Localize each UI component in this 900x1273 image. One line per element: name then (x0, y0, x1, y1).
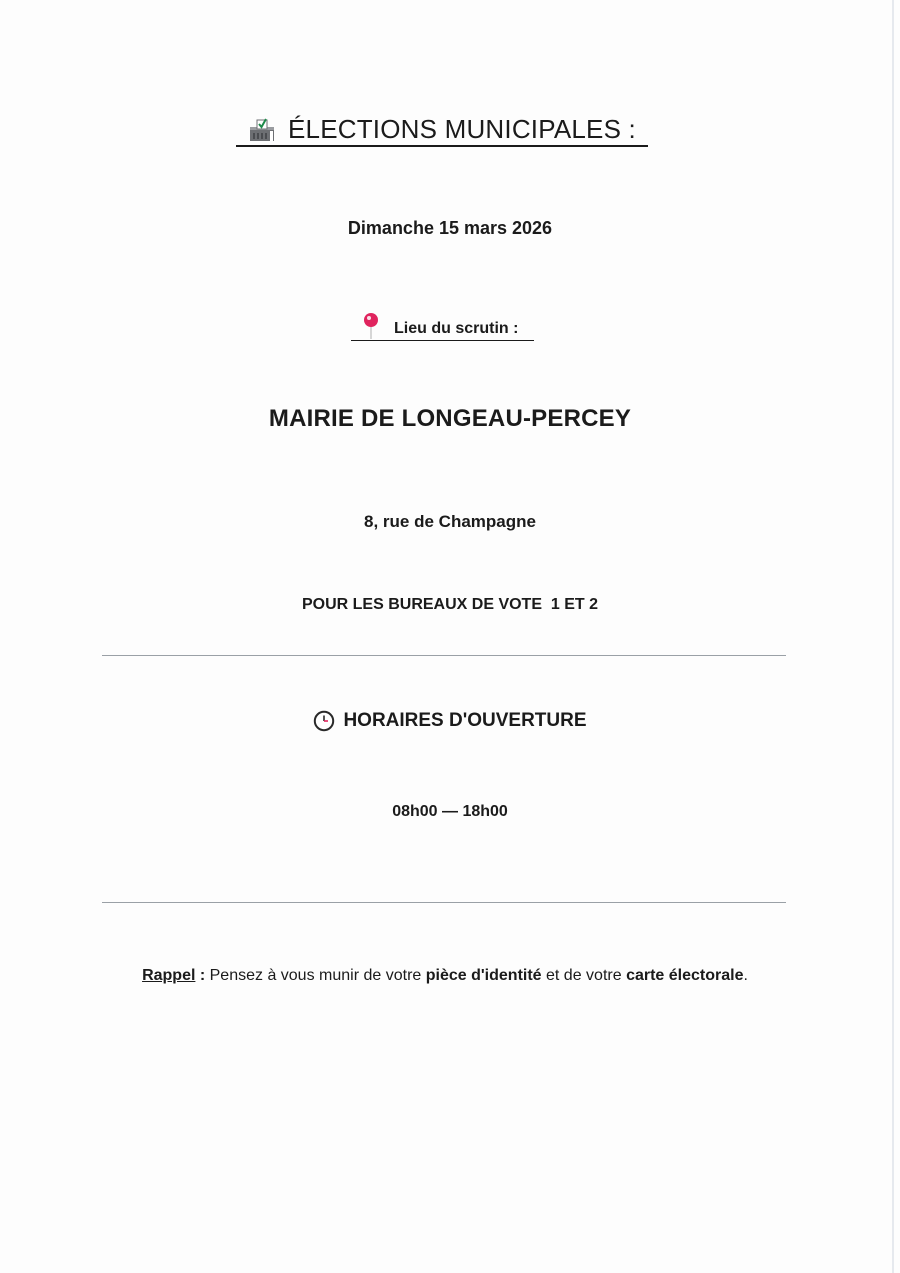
election-date: Dimanche 15 mars 2026 (347, 218, 553, 238)
opening-hours: 08h00 — 18h00 (392, 803, 508, 820)
map-pin-icon (361, 312, 381, 339)
reminder-label: Rappel (142, 967, 196, 984)
title-heading (236, 110, 648, 147)
horaires-heading (0, 710, 900, 732)
venue-address: 8, rue de Champagne (364, 512, 536, 531)
reminder-text (140, 965, 750, 987)
scan-edge (892, 0, 894, 1273)
polling-stations: POUR LES BUREAUX DE VOTE 1 ET 2 (301, 596, 599, 613)
divider (102, 902, 786, 903)
reminder-text-2: et de votre (541, 967, 627, 984)
horaires-label: HORAIRES D'OUVERTURE (343, 710, 587, 731)
divider (102, 655, 786, 656)
page-title: ÉLECTIONS MUNICIPALES : (288, 114, 636, 144)
clock-icon (313, 710, 335, 732)
reminder-id-document: pièce d'identité (425, 967, 542, 984)
venue-name: MAIRIE DE LONGEAU-PERCEY (268, 405, 632, 432)
reminder-voter-card: carte électorale (626, 967, 744, 984)
reminder-end: . (743, 967, 748, 984)
reminder-separator: : (195, 967, 210, 984)
ballot-box-icon (248, 117, 278, 143)
reminder-text-1: Pensez à vous munir de votre (209, 967, 426, 984)
lieu-label: Lieu du scrutin : (394, 320, 519, 337)
lieu-heading (351, 312, 534, 341)
